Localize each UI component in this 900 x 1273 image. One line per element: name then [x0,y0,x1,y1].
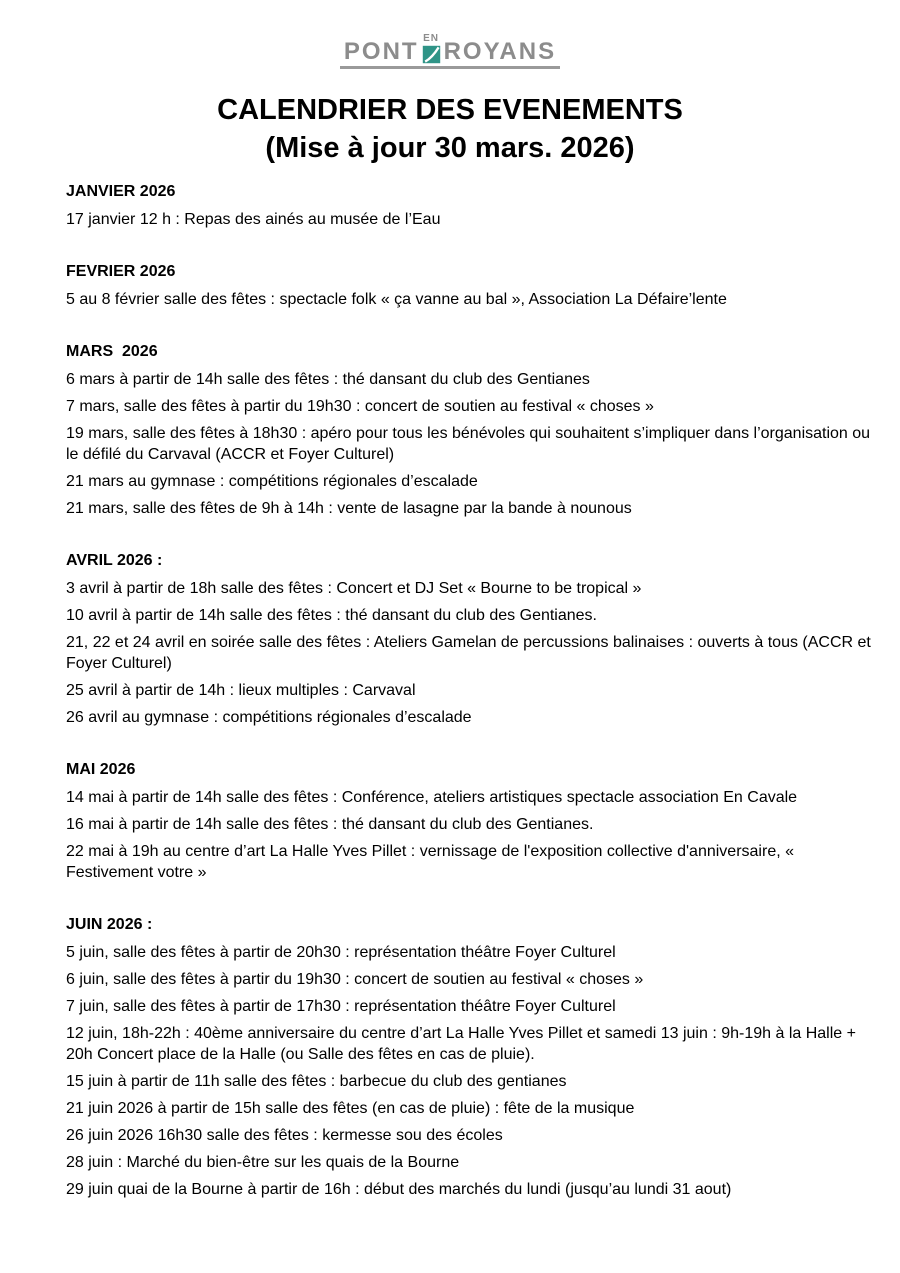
month-heading: JUIN 2026 : [66,916,153,933]
month-heading: MARS 2026 [66,343,158,360]
event-line: 7 mars, salle des fêtes à partir du 19h30 : concert de soutien au festival « choses » [66,398,654,415]
page-subtitle: (Mise à jour 30 mars. 2026) [265,132,635,164]
logo-text-royans: ROYANS [443,38,557,65]
event-line: 17 janvier 12 h : Repas des ainés au musée de l’Eau [66,211,441,228]
logo-center-block [422,34,441,64]
month-heading: AVRIL 2026 : [66,552,163,569]
month-heading: JANVIER 2026 [66,183,176,200]
section-mai-2026 [66,759,884,883]
event-line: 5 juin, salle des fêtes à partir de 20h30 : représentation théâtre Foyer Culturel [66,944,616,961]
event-line: 16 mai à partir de 14h salle des fêtes : thé dansant du club des Gentianes. [66,816,594,833]
section-mars-2026 [66,341,884,519]
event-line: 6 juin, salle des fêtes à partir du 19h30 : concert de soutien au festival « choses » [66,971,644,988]
event-line: 21 mars au gymnase : compétitions régionales d’escalade [66,473,478,490]
document-header [0,34,900,167]
event-line: 19 mars, salle des fêtes à 18h30 : apéro pour tous les bénévoles qui souhaitent s’impliquer dans l’organisation ou le défilé du Carvaval (ACCR et Foyer Culturel) [66,425,871,463]
month-heading: FEVRIER 2026 [66,263,176,280]
event-line: 26 juin 2026 16h30 salle des fêtes : kermesse sou des écoles [66,1127,503,1144]
section-avril-2026 [66,550,884,728]
event-line: 22 mai à 19h au centre d’art La Halle Yves Pillet : vernissage de l'exposition collective d'anniversaire, « Festivement votre » [66,843,794,881]
section-juin-2026 [66,914,884,1200]
event-line: 7 juin, salle des fêtes à partir de 17h30 : représentation théâtre Foyer Culturel [66,998,616,1015]
event-line: 21 juin 2026 à partir de 15h salle des fêtes (en cas de pluie) : fête de la musique [66,1100,635,1117]
event-line: 25 avril à partir de 14h : lieux multiples : Carvaval [66,682,416,699]
event-line: 3 avril à partir de 18h salle des fêtes : Concert et DJ Set « Bourne to be tropical » [66,580,642,597]
event-line: 21, 22 et 24 avril en soirée salle des fêtes : Ateliers Gamelan de percussions balinaises : ouverts à tous (ACCR et Foyer Culturel) [66,634,871,672]
event-line: 10 avril à partir de 14h salle des fêtes : thé dansant du club des Gentianes. [66,607,597,624]
event-line: 15 juin à partir de 11h salle des fêtes : barbecue du club des gentianes [66,1073,567,1090]
event-line: 29 juin quai de la Bourne à partir de 16h : début des marchés du lundi (jusqu’au lundi 31 aout) [66,1181,732,1198]
event-line: 28 juin : Marché du bien-être sur les quais de la Bourne [66,1154,460,1171]
event-line: 5 au 8 février salle des fêtes : spectacle folk « ça vanne au bal », Association La Défaire’lente [66,291,727,308]
event-line: 14 mai à partir de 14h salle des fêtes : Conférence, ateliers artistiques spectacle association En Cavale [66,789,798,806]
event-line: 6 mars à partir de 14h salle des fêtes : thé dansant du club des Gentianes [66,371,590,388]
logo-leaf-icon [422,45,441,64]
logo-text-pont: PONT [343,38,419,65]
event-line: 12 juin, 18h-22h : 40ème anniversaire du centre d’art La Halle Yves Pillet et samedi 13 juin : 9h-19h à la Halle + 20h Concert place de la Halle (ou Salle des fêtes en cas de pluie). [66,1025,856,1063]
logo-text-en: EN [423,33,440,44]
events-calendar [66,181,884,1200]
section-fevrier-2026 [66,261,884,310]
logo [340,34,560,69]
event-line: 26 avril au gymnase : compétitions régionales d’escalade [66,709,472,726]
event-line: 21 mars, salle des fêtes de 9h à 14h : vente de lasagne par la bande à nounous [66,500,632,517]
month-heading: MAI 2026 [66,761,136,778]
section-janvier-2026 [66,181,884,230]
page-title: CALENDRIER DES EVENEMENTS [217,94,683,126]
